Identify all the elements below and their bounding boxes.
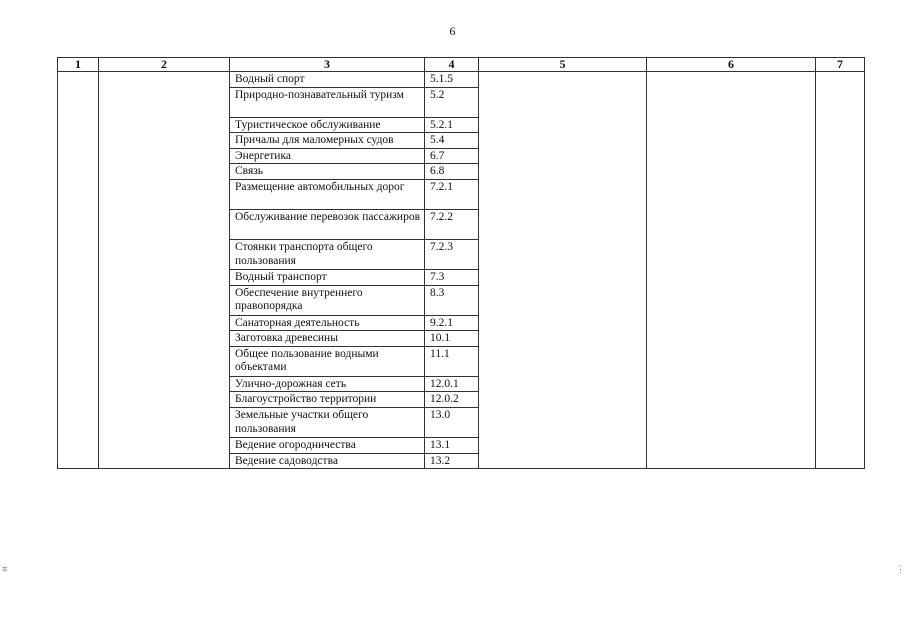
column-header-5: 5 — [479, 58, 647, 72]
page-number: 6 — [449, 24, 456, 38]
land-use-name: Туристическое обслуживание — [230, 117, 425, 133]
land-use-name: Связь — [230, 164, 425, 180]
land-use-name: Стоянки транспорта общего пользования — [230, 239, 425, 269]
land-use-name: Санаторная деятельность — [230, 315, 425, 331]
column-1-cell — [58, 72, 99, 469]
land-use-name: Благоустройство территории — [230, 392, 425, 408]
column-6-cell — [647, 72, 816, 469]
land-use-code: 7.2.1 — [425, 179, 479, 209]
land-use-name: Общее пользование водными объектами — [230, 346, 425, 376]
land-use-code: 8.3 — [425, 285, 479, 315]
land-use-code: 6.8 — [425, 164, 479, 180]
land-use-code: 10.1 — [425, 331, 479, 347]
land-use-code: 12.0.1 — [425, 376, 479, 392]
land-use-code: 7.2.3 — [425, 239, 479, 269]
land-use-code: 5.2.1 — [425, 117, 479, 133]
column-7-cell — [816, 72, 865, 469]
land-use-code: 7.2.2 — [425, 209, 479, 239]
land-use-name: Ведение огородничества — [230, 437, 425, 453]
scan-edge-mark-right: ⋮ — [896, 565, 905, 575]
land-use-code: 13.0 — [425, 407, 479, 437]
land-use-code: 5.2 — [425, 87, 479, 117]
land-use-name: Размещение автомобильных дорог — [230, 179, 425, 209]
land-use-name: Природно-познавательный туризм — [230, 87, 425, 117]
column-header-4: 4 — [425, 58, 479, 72]
land-use-name: Причалы для маломерных судов — [230, 133, 425, 149]
land-use-code: 6.7 — [425, 148, 479, 164]
land-use-code: 13.2 — [425, 453, 479, 469]
land-use-name: Обслуживание перевозок пассажиров — [230, 209, 425, 239]
land-use-name: Улично-дорожная сеть — [230, 376, 425, 392]
column-header-3: 3 — [230, 58, 425, 72]
land-use-name: Ведение садоводства — [230, 453, 425, 469]
table-header-row — [58, 58, 865, 72]
land-use-name: Водный спорт — [230, 72, 425, 88]
land-use-name: Заготовка древесины — [230, 331, 425, 347]
land-use-code: 11.1 — [425, 346, 479, 376]
column-header-2: 2 — [99, 58, 230, 72]
land-use-name: Энергетика — [230, 148, 425, 164]
land-use-table — [57, 57, 865, 469]
scan-edge-mark-left: ≡ — [2, 565, 8, 575]
column-header-1: 1 — [58, 58, 99, 72]
table-row — [58, 72, 865, 88]
land-use-code: 13.1 — [425, 437, 479, 453]
column-5-cell — [479, 72, 647, 469]
land-use-name: Обеспечение внутреннего правопорядка — [230, 285, 425, 315]
land-use-code: 5.1.5 — [425, 72, 479, 88]
land-use-name: Водный транспорт — [230, 269, 425, 285]
column-header-7: 7 — [816, 58, 865, 72]
land-use-code: 12.0.2 — [425, 392, 479, 408]
land-use-code: 7.3 — [425, 269, 479, 285]
land-use-code: 5.4 — [425, 133, 479, 149]
land-use-code: 9.2.1 — [425, 315, 479, 331]
land-use-name: Земельные участки общего пользования — [230, 407, 425, 437]
column-header-6: 6 — [647, 58, 816, 72]
column-2-cell — [99, 72, 230, 469]
